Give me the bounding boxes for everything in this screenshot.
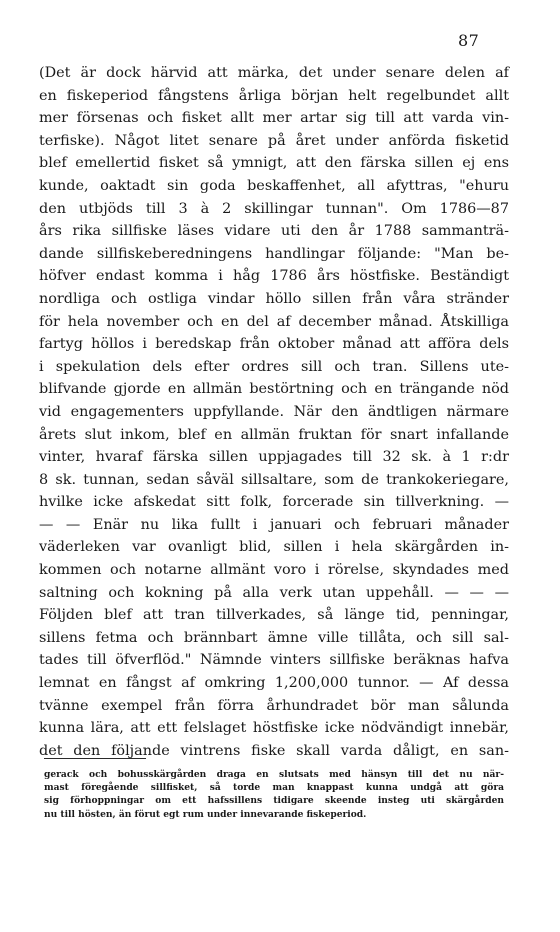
text-line: tvänne exempel från förra århundradet bör man sålunda — [39, 697, 509, 714]
text-line: (Det är dock härvid att märka, det under senare delen af — [39, 65, 509, 81]
text-line: tades till öfverflöd." Nämnde vinters sillfiske beräknas hafva — [39, 652, 509, 669]
text-line: Följden blef att tran tillverkades, så länge tid, penningar, — [39, 607, 509, 624]
text-line: årets slut inkom, blef en allmän fruktan för snart infallande — [39, 426, 509, 443]
text-line: saltning och kokning på alla verk utan uppehåll. — — — — [39, 584, 509, 601]
footnote-line: gerack och bohusskärgården draga en slutsats med hänsyn till det nu när- — [44, 769, 504, 780]
text-line: blifvande gjorde en allmän bestörtning och en trängande nöd — [39, 381, 509, 398]
text-line: för hela november och en del af december månad. Åtskilliga — [39, 313, 509, 330]
footnote-line: mast föregående sillfisket, så torde man knappast kunna undgå att göra — [44, 782, 504, 794]
text-line: 8 sk. tunnan, sedan såväl sillsaltare, som de trankokeriegare, — [39, 471, 509, 488]
text-line: höfver endast komma i håg 1786 års höstfiske. Beständigt — [39, 268, 509, 285]
text-line: kunna lära, att ett felslaget höstfiske icke nödvändigt innebär, — [39, 720, 509, 737]
text-line: terfiske). Något litet senare på året under anförda fisketid — [39, 132, 509, 149]
text-line: mer försenas och fisket allt mer artar sig till att varda vin- — [39, 110, 509, 127]
text-line: väderleken var ovanligt blid, sillen i hela skärgården in- — [39, 539, 509, 556]
text-line: i spekulation dels efter ordres sill och tran. Sillens ute- — [39, 358, 509, 375]
text-line: nordliga och ostliga vindar höllo sillen från våra stränder — [39, 290, 509, 307]
main-text — [39, 62, 509, 762]
text-line: vinter, hvaraf färska sillen uppjagades till 32 sk. à 1 r:dr — [39, 449, 509, 466]
text-line: sillens fetma och brännbart ämne ville tillåta, och sill sal- — [39, 629, 509, 646]
text-line: hvilke icke afskedat sitt folk, forcerade sin tillverkning. — — [39, 494, 509, 511]
text-line: det den följande vintrens fiske skall varda dåligt, en san- — [39, 742, 509, 759]
text-line: — — Enär nu lika fullt i januari och februari månader — [39, 516, 509, 533]
footnote-line: nu till hösten, än förut egt rum under innevarande fiskeperiod. — [44, 808, 367, 820]
text-line: dande sillfiskeberedningens handlingar följande: "Man be- — [39, 245, 509, 262]
page-number: 87 — [458, 31, 480, 50]
footnote — [44, 768, 504, 821]
text-line: kommen och notarne allmänt voro i rörelse, skyndades med — [39, 562, 509, 579]
footnote-line: sig förhoppningar om ett hafssillens tidigare skeende insteg uti skärgården — [44, 795, 504, 807]
text-line: vid engagementers uppfyllande. När den ändtligen närmare — [39, 403, 509, 420]
text-line: års rika sillfiske läses vidare uti den år 1788 sammanträ- — [39, 223, 509, 240]
footnote-divider — [44, 758, 146, 759]
text-line: blef emellertid fisket så ymnigt, att den färska sillen ej ens — [39, 155, 509, 172]
text-line: fartyg höllos i beredskap från oktober månad att afföra dels — [39, 336, 509, 353]
text-line: lemnat en fångst af omkring 1,200,000 tunnor. — Af dessa — [39, 675, 509, 692]
text-line: kunde, oaktadt sin goda beskaffenhet, all afyttras, "ehuru — [39, 177, 509, 194]
text-line: den utbjöds till 3 à 2 skillingar tunnan". Om 1786—87 — [39, 200, 509, 217]
text-line: en fiskeperiod fångstens årliga början helt regelbundet allt — [39, 87, 509, 104]
